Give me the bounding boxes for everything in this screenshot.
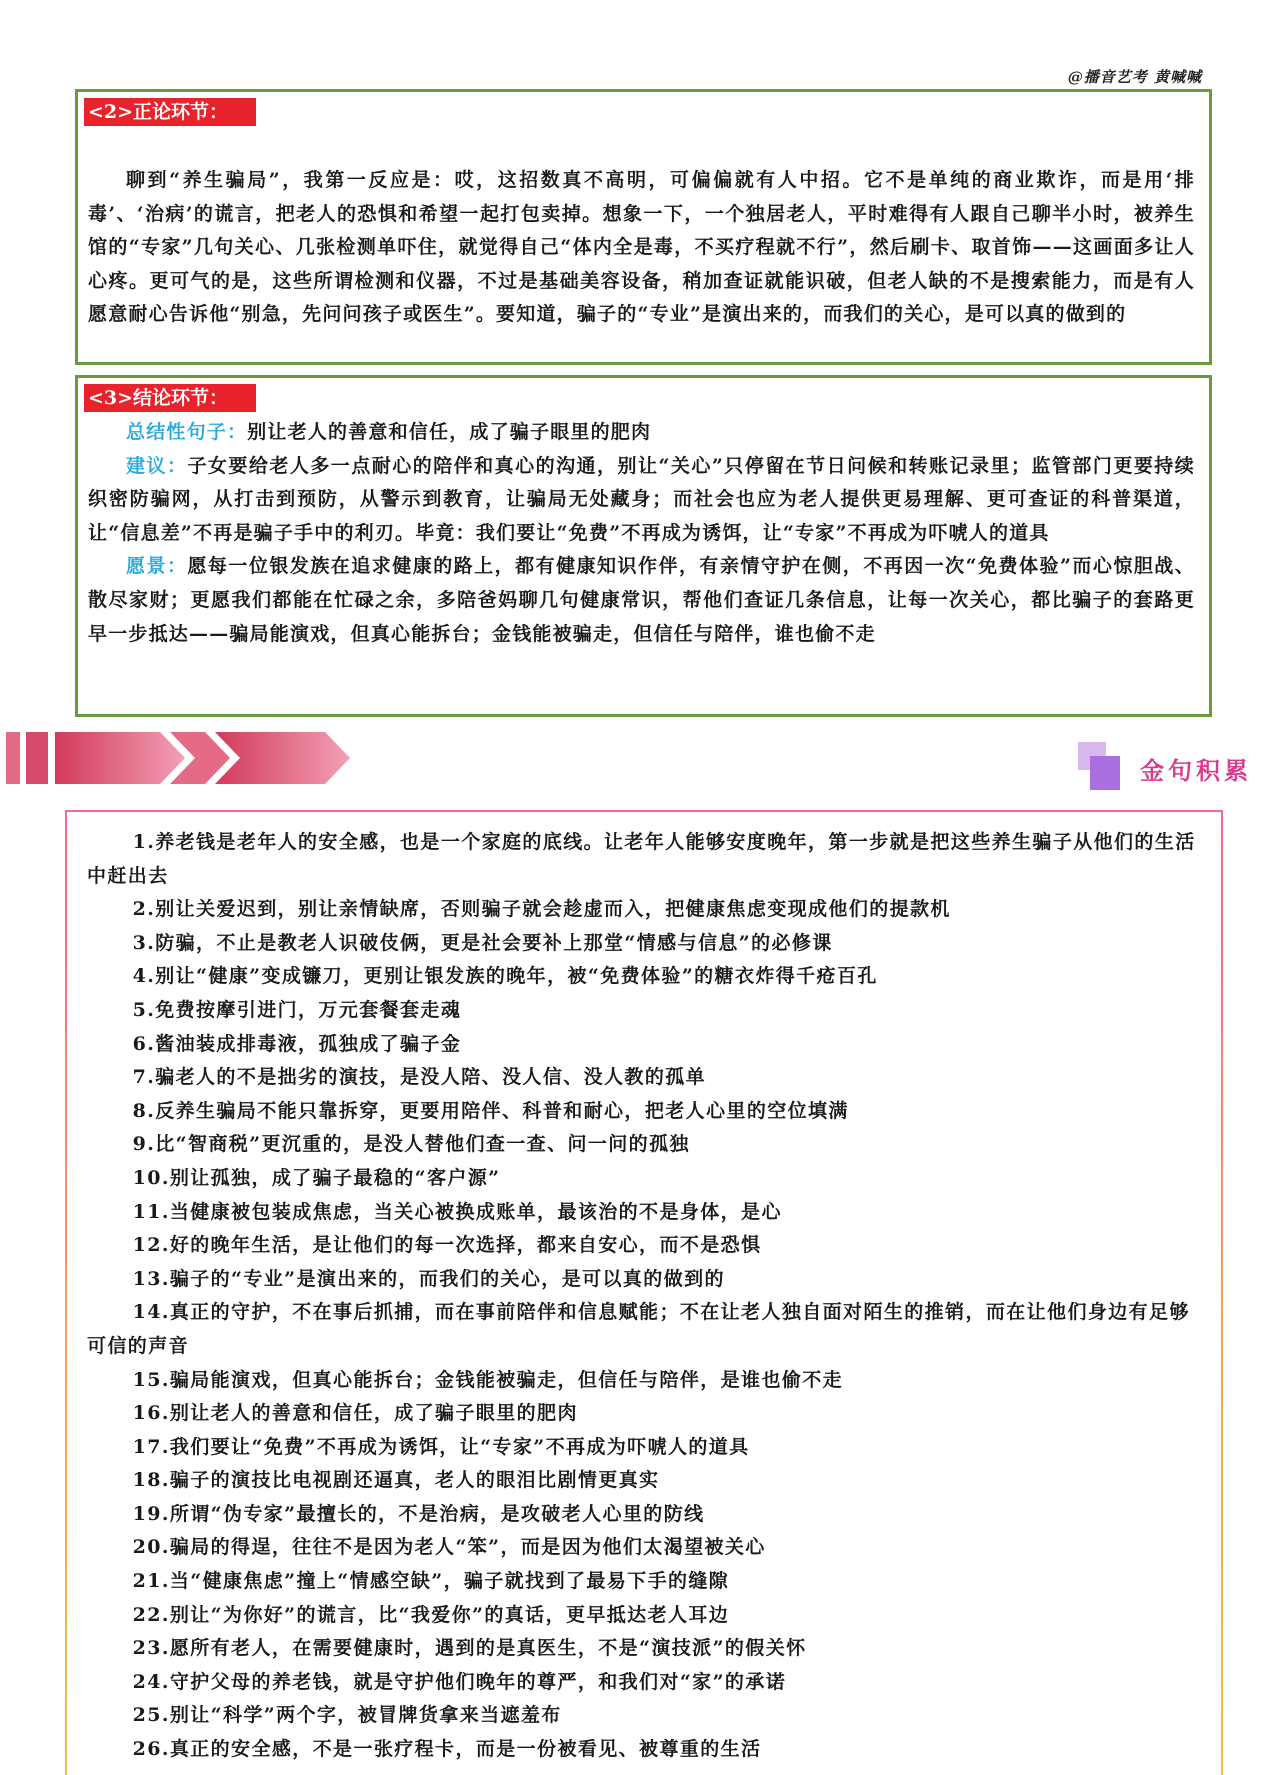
argument-section-tag: <2>正论环节： [84,98,256,126]
quote-item: 4.别让“健康”变成镰刀，更别让银发族的晚年，被“免费体验”的糖衣炸得千疮百孔 [132,965,878,988]
vision-paragraph [88,550,1195,651]
quote-item: 5.免费按摩引进门，万元套餐套走魂 [132,998,462,1021]
quote-item: 9.比“智商税”更沉重的，是没人替他们查一查、问一问的孤独 [132,1133,690,1156]
quote-item: 24.守护父母的养老钱，就是守护他们晚年的尊严，和我们对“家”的承诺 [132,1670,787,1693]
conclusion-body [88,416,1195,651]
quote-item: 2.别让关爱迟到，别让亲情缺席，否则骗子就会趁虚而入，把健康焦虑变现成他们的提款机 [132,898,951,921]
suggestion-paragraph [88,450,1195,551]
conclusion-section [75,375,1212,717]
vision-label: 愿景： [126,555,188,578]
quote-item: 7.骗老人的不是拙劣的演技，是没人陪、没人信、没人教的孤单 [132,1066,707,1089]
suggestion-label: 建议： [126,454,188,477]
quote-item: 16.别让老人的善意和信任，成了骗子眼里的肥肉 [132,1402,578,1425]
quote-item: 17.我们要让“免费”不再成为诱饵，让“专家”不再成为吓唬人的道具 [132,1435,750,1458]
quote-item: 22.别让“为你好”的谎言，比“我爱你”的真话，更早抵达老人耳边 [132,1603,730,1626]
quote-item: 11.当健康被包装成焦虑，当关心被换成账单，最该治的不是身体，是心 [132,1200,782,1223]
summary-label: 总结性句子： [126,421,248,443]
overlapping-squares-icon [1078,742,1122,792]
vision-text: 愿每一位银发族在追求健康的路上，都有健康知识作伴，有亲情守护在侧，不再因一次“免费体验”而心惊胆战、散尽家财；更愿我们都能在忙碌之余，多陪爸妈聊几句健康常识，帮他们查证几条信息，让每一次关心，都比骗子的套路更早一步抵达——骗局能演戏，但真心能拆台；金钱能被骗走，但信任与陪伴，谁也偷不走 [88,555,1195,645]
quote-item: 15.骗局能演戏，但真心能拆台；金钱能被骗走，但信任与陪伴，是谁也偷不走 [132,1368,844,1391]
author-watermark: @播音艺考 黄喊喊 [1067,68,1202,86]
quote-item: 8.反养生骗局不能只靠拆穿，更要用陪伴、科普和耐心，把老人心里的空位填满 [132,1099,849,1122]
quotes-section [65,810,1223,1775]
chevron-arrows-icon [6,732,350,784]
quote-item: 3.防骗，不止是教老人识破伎俩，更是社会要补上那堂“情感与信息”的必修课 [132,931,833,954]
quote-item: 23.愿所有老人，在需要健康时，遇到的是真医生，不是“演技派”的假关怀 [132,1637,807,1660]
summary-paragraph [88,416,1195,450]
quote-item: 10.别让孤独，成了骗子最稳的“客户源” [132,1166,501,1189]
quote-item: 25.别让“科学”两个字，被冒牌货拿来当遮羞布 [132,1704,562,1727]
quote-item: 26.真正的安全感，不是一张疗程卡，而是一份被看见、被尊重的生活 [132,1738,762,1761]
quote-item: 21.当“健康焦虑”撞上“情感空缺”，骗子就找到了最易下手的缝隙 [132,1570,730,1593]
summary-text: 别让老人的善意和信任，成了骗子眼里的肥肉 [247,421,652,443]
argument-section [75,89,1212,365]
quote-item: 6.酱油装成排毒液，孤独成了骗子金 [132,1032,462,1055]
quote-item: 13.骗子的“专业”是演出来的，而我们的关心，是可以真的做到的 [132,1267,725,1290]
conclusion-section-tag: <3>结论环节： [84,384,256,412]
quote-item: 19.所谓“伪专家”最擅长的，不是治病，是攻破老人心里的防线 [132,1502,705,1525]
quote-item: 18.骗子的演技比电视剧还逼真，老人的眼泪比剧情更真实 [132,1469,660,1492]
quote-item: 20.骗局的得逞，往往不是因为老人“笨”，而是因为他们太渴望被关心 [132,1536,766,1559]
quote-item: 14.真正的守护，不在事后抓捕，而在事前陪伴和信息赋能；不在让老人独自面对陌生的推销，而在让他们身边有足够可信的声音 [87,1301,1190,1357]
suggestion-text: 子女要给老人多一点耐心的陪伴和真心的沟通，别让“关心”只停留在节日问候和转账记录里；监管部门更要持续织密防骗网，从打击到预防，从警示到教育，让骗局无处藏身；而社会也应为老人提供更易理解、更可查证的科普渠道，让“信息差”不再是骗子手中的利刃。毕竟：我们要让“免费”不再成为诱饵，让“专家”不再成为吓唬人的道具 [88,454,1195,544]
quotes-list [87,826,1203,1767]
golden-sentences-title: 金句积累 [1140,757,1252,785]
quote-item: 12.好的晚年生活，是让他们的每一次选择，都来自安心，而不是恐惧 [132,1234,762,1257]
quote-item: 1.养老钱是老年人的安全感，也是一个家庭的底线。让老年人能够安度晚年，第一步就是把这些养生骗子从他们的生活中赶出去 [87,831,1196,887]
argument-paragraph: 聊到“养生骗局”，我第一反应是：哎，这招数真不高明，可偏偏就有人中招。它不是单纯的商业欺诈，而是用‘排毒’、‘治病’的谎言，把老人的恐惧和希望一起打包卖掉。想象一下，一个独居老人，平时难得有人跟自己聊半小时，被养生馆的“专家”几句关心、几张检测单吓住，就觉得自己“体内全是毒，不买疗程就不行”，然后刷卡、取首饰——这画面多让人心疼。更可气的是，这些所谓检测和仪器，不过是基础美容设备，稍加查证就能识破，但老人缺的不是搜索能力，而是有人愿意耐心告诉他“别急，先问问孩子或医生”。要知道，骗子的“专业”是演出来的，而我们的关心，是可以真的做到的 [88,169,1195,326]
